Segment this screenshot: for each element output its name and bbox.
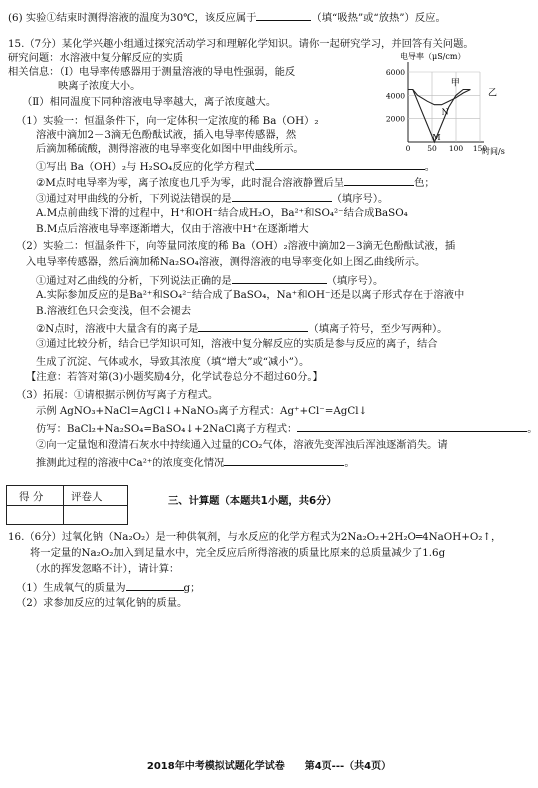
text-segment: （1）实验一：恒温条件下，向一定体积一定浓度的稀 Ba（OH）₂ <box>16 115 319 127</box>
text-segment: 研究问题：水溶液中复分解反应的实质 <box>8 52 184 64</box>
text-line <box>16 240 455 253</box>
text-line <box>36 207 408 220</box>
answer-blank[interactable] <box>126 580 184 591</box>
text-line <box>26 371 323 384</box>
text-line <box>58 80 140 93</box>
text-line <box>36 223 309 236</box>
text-segment: ①通过对乙曲线的分析，下列说法正确的是 <box>36 275 232 287</box>
text-segment: 相关信息：（Ⅰ）电导率传感器用于测量溶液的导电性强弱，能反 <box>8 66 296 78</box>
section-heading <box>168 495 337 508</box>
x-tick-label: 100 <box>448 144 464 153</box>
text-line <box>36 175 435 190</box>
text-segment: （水的挥发忽略不计），请计算： <box>30 563 180 575</box>
text-line <box>36 354 309 369</box>
text-segment: （2）实验二：恒温条件下，向等量同浓度的稀 Ba（OH）₂溶液中滴加2－3滴无色酚酞试液，插 <box>16 240 456 252</box>
text-line <box>16 597 187 610</box>
series-label: 甲 <box>450 78 460 89</box>
text-segment: 。 <box>344 457 355 469</box>
chart-xlabel: 时间/s <box>482 147 505 156</box>
text-segment: 。 <box>527 423 538 435</box>
text-line <box>36 338 438 351</box>
text-line <box>36 405 367 418</box>
text-line <box>36 129 296 142</box>
text-segment: （填序号）。 <box>331 193 389 205</box>
text-segment: ③通过对甲曲线的分析，下列说法错误的是 <box>36 193 232 205</box>
answer-blank[interactable] <box>224 455 344 466</box>
text-segment: ②N点时，溶液中大量含有的离子是 <box>36 323 199 335</box>
answer-blank[interactable] <box>297 421 527 432</box>
text-segment: （3）拓展：①请根据示例仿写离子方程式。 <box>16 389 219 401</box>
text-line <box>36 159 435 174</box>
text-line <box>26 256 425 269</box>
text-segment: A.实际参加反应的是Ba²⁺和SO₄²⁻结合成了BaSO₄，Na⁺和OH⁻还是以离子形式存在于溶液中 <box>36 289 465 301</box>
score-label: 得 分 <box>19 491 44 503</box>
text-segment: B.溶液红色只会变浅，但不会褪去 <box>36 305 191 317</box>
text-segment: ②向一定量饱和澄清石灰水中持续通入过量的CO₂气体，溶液先变浑浊后浑浊逐渐消失。请 <box>36 439 448 451</box>
answer-blank[interactable] <box>232 273 327 284</box>
text-line <box>8 66 295 79</box>
text-segment: 后滴加稀硫酸，测得溶液的电导率变化如图中甲曲线所示。 <box>36 143 304 155</box>
text-segment: 三、计算题（本题共1小题，共6分） <box>168 495 337 507</box>
text-segment: （填序号）。 <box>326 275 384 287</box>
series-label: 乙 <box>488 88 498 99</box>
text-line <box>8 531 501 544</box>
chart-ylabel: 电导率（μS/cm） <box>400 52 466 61</box>
x-tick-label: 0 <box>405 144 411 153</box>
text-segment: 仿写：BaCl₂+Na₂SO₄=BaSO₄↓+2NaCl离子方程式： <box>36 423 298 435</box>
text-line <box>36 289 464 302</box>
text-line <box>36 273 383 288</box>
x-tick-label: 150 <box>472 144 488 153</box>
text-segment: 15.（7分）某化学兴趣小组通过探究活动学习和理解化学知识。请你一起研究学习，并回答有关问题。 <box>8 38 474 50</box>
text-line <box>36 143 304 156</box>
text-line <box>36 191 388 206</box>
text-segment: ②M点时电导率为零，离子浓度也几乎为零，此时混合溶液静置后呈 <box>36 177 345 189</box>
text-segment: （填“增大”或“减小”）。 <box>200 356 310 368</box>
y-tick-label: 4000 <box>385 91 405 101</box>
text-segment: （2）求参加反应的过氧化钠的质量。 <box>16 597 188 609</box>
text-segment: （1）生成氧气的质量为 <box>16 582 126 594</box>
text-segment: (6) 实验①结束时测得溶液的温度为30℃，该反应属于 <box>8 12 257 24</box>
text-line <box>22 96 276 109</box>
text-segment: A.M点前曲线下滑的过程中，H⁺和OH⁻结合成H₂O，Ba²⁺和SO₄²⁻结合成BaSO₄ <box>36 207 408 219</box>
text-segment: 生成了沉淀、气体或水，导致其浓度 <box>36 356 201 368</box>
text-line <box>36 421 538 436</box>
text-segment: （Ⅱ）相同温度下同种溶液电导率越大，离子浓度越大。 <box>22 96 277 108</box>
text-segment: 溶液中滴加2－3滴无色酚酞试液，插入电导率传感器，然 <box>36 129 297 141</box>
text-segment: 【注意：若答对第(3)小题奖励4分，化学试卷总分不超过60分。】 <box>26 371 323 383</box>
text-segment: ③通过比较分析，结合已学知识可知，溶液中复分解反应的实质是参与反应的离子，结合 <box>36 338 438 350</box>
text-line <box>30 547 445 560</box>
page-footer: 2018年中考模拟试题化学试卷 第4页---（共4页） <box>146 761 392 772</box>
text-line <box>36 455 355 470</box>
text-line <box>16 580 200 595</box>
text-segment: B.M点后溶液电导率逐渐增大，仅由于溶液中H⁺在逐渐增大 <box>36 223 309 235</box>
y-tick-label: 2000 <box>385 114 405 124</box>
y-tick-label: 6000 <box>385 68 405 77</box>
text-segment: 入电导率传感器，然后滴加稀Na₂SO₄溶液，测得溶液的电导率变化如上图乙曲线所示。 <box>26 256 426 268</box>
text-line <box>36 305 191 318</box>
point-label-n: N <box>441 107 449 117</box>
answer-blank[interactable] <box>256 10 311 21</box>
text-segment: 16.（6分）过氧化钠（Na₂O₂）是一种供氧剂，与水反应的化学方程式为2Na₂O₂+2H₂O═4NaOH+O₂↑， <box>8 531 502 543</box>
answer-blank[interactable] <box>198 321 308 332</box>
answer-blank[interactable] <box>232 191 332 202</box>
text-segment: 示例 AgNO₃+NaCl=AgCl↓+NaNO₃离子方程式：Ag⁺+Cl⁻=AgCl↓ <box>36 405 368 417</box>
text-segment: g； <box>183 582 201 594</box>
text-segment: 色； <box>414 177 435 189</box>
text-segment: 推测此过程的溶液中Ca²⁺的浓度变化情况 <box>36 457 225 469</box>
answer-blank[interactable] <box>344 175 414 186</box>
text-line <box>16 115 319 128</box>
text-line <box>16 389 218 402</box>
text-segment: 将一定量的Na₂O₂加入到足量水中，完全反应后所得溶液的质量比原来的总质量减少了1.6g <box>30 547 446 559</box>
x-tick-label: 50 <box>427 144 437 153</box>
text-segment: 。 <box>424 161 435 173</box>
text-segment: 映离子浓度大小。 <box>58 80 141 92</box>
text-line <box>36 321 447 336</box>
text-line <box>8 10 446 25</box>
text-line <box>36 439 448 452</box>
text-segment: ①写出 Ba（OH）₂与 H₂SO₄反应的化学方程式 <box>36 161 255 173</box>
reviewer-label: 评卷人 <box>71 491 103 503</box>
text-line <box>30 563 179 576</box>
text-line <box>8 52 183 65</box>
text-segment: （填离子符号，至少写两种）。 <box>308 323 448 335</box>
conductivity-chart <box>372 50 532 160</box>
score-box <box>6 485 128 525</box>
point-label-m: M <box>432 133 441 142</box>
text-segment: （填“吸热”或“放热”）反应。 <box>311 12 446 24</box>
answer-blank[interactable] <box>255 159 425 170</box>
